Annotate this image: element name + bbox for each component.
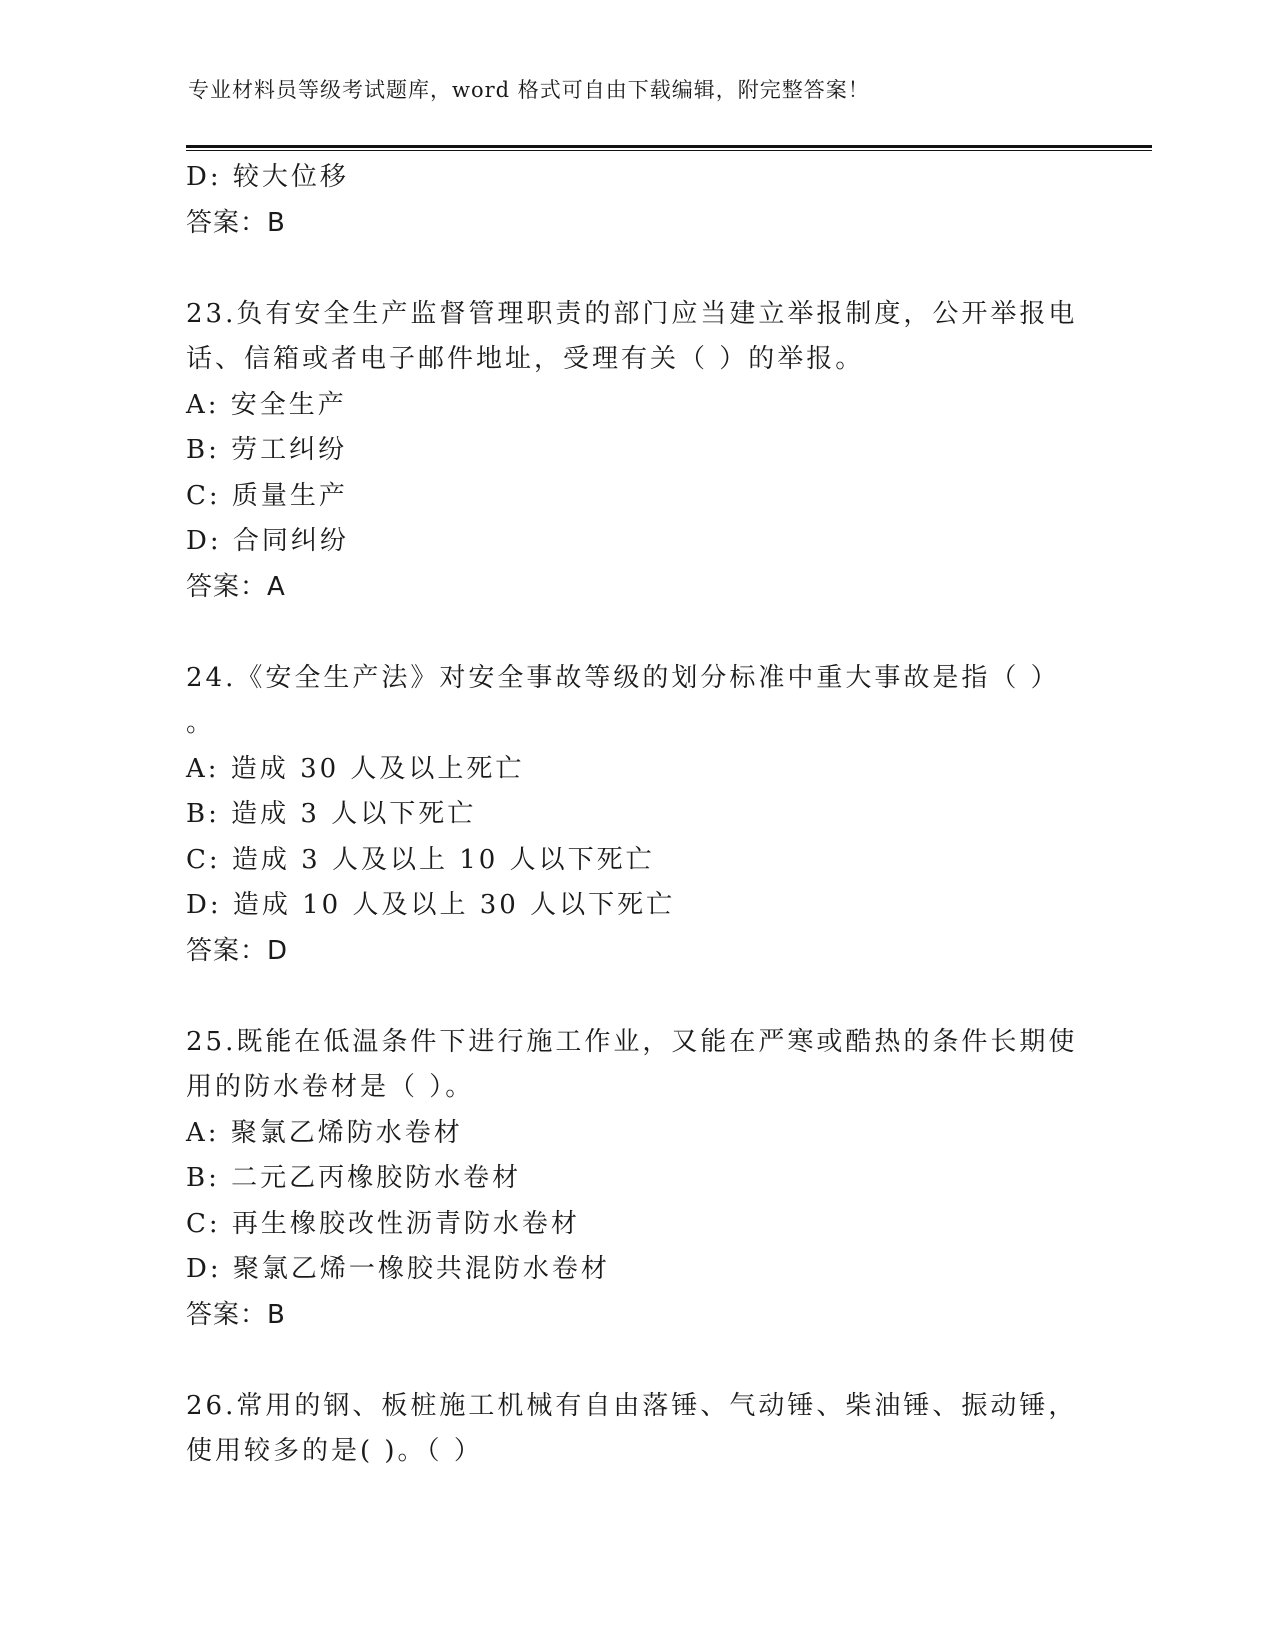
- question-text: 24.《安全生产法》对安全事故等级的划分标准中重大事故是指（ ）: [186, 662, 1060, 693]
- option-b: B: 二元乙丙橡胶防水卷材: [186, 1163, 522, 1193]
- question-25: [186, 1020, 1086, 1339]
- header-rule-thick: [186, 145, 1152, 148]
- answer: 答案：B: [186, 207, 286, 238]
- spacer: [186, 1338, 1086, 1384]
- question-text: 25.既能在低温条件下进行施工作业，又能在严寒或酷热的条件长期使: [186, 1026, 1078, 1057]
- option-d: D: 较大位移: [186, 162, 349, 192]
- page-header: 专业材料员等级考试题库，word 格式可自由下载编辑，附完整答案！: [188, 78, 870, 102]
- spacer: [186, 246, 1086, 292]
- question-23: [186, 292, 1086, 611]
- header-rule-thin: [186, 150, 1152, 151]
- question-text: 用的防水卷材是（ ）。: [186, 1072, 475, 1102]
- question-text: 使用较多的是( )。（ ）: [186, 1436, 483, 1466]
- question-26: [186, 1384, 1086, 1475]
- option-d: D: 造成 10 人及以上 30 人以下死亡: [186, 890, 676, 920]
- option-b: B: 劳工纠纷: [186, 435, 348, 465]
- option-a: A: 安全生产: [186, 389, 347, 420]
- spacer: [186, 610, 1086, 656]
- option-a: A: 造成 30 人及以上死亡: [186, 753, 525, 784]
- answer: 答案：D: [186, 935, 289, 966]
- question-24: [186, 656, 1086, 975]
- option-a: A: 聚氯乙烯防水卷材: [186, 1117, 463, 1148]
- option-c: C: 质量生产: [186, 480, 348, 511]
- question-text: 话、信箱或者电子邮件地址，受理有关（ ）的举报。: [186, 344, 865, 374]
- question-text: 。: [186, 708, 216, 738]
- answer: 答案：B: [186, 1299, 286, 1330]
- question-list: [186, 155, 1086, 1475]
- option-d: D: 聚氯乙烯一橡胶共混防水卷材: [186, 1254, 610, 1284]
- option-d: D: 合同纠纷: [186, 526, 349, 556]
- question-text: 23.负有安全生产监督管理职责的部门应当建立举报制度，公开举报电: [186, 298, 1078, 329]
- spacer: [186, 974, 1086, 1020]
- question-text: 26.常用的钢、板桩施工机械有自由落锤、气动锤、柴油锤、振动锤，: [186, 1390, 1078, 1421]
- option-b: B: 造成 3 人以下死亡: [186, 799, 477, 829]
- answer: 答案：A: [186, 571, 286, 602]
- option-c: C: 造成 3 人及以上 10 人以下死亡: [186, 844, 655, 875]
- option-c: C: 再生橡胶改性沥青防水卷材: [186, 1208, 580, 1239]
